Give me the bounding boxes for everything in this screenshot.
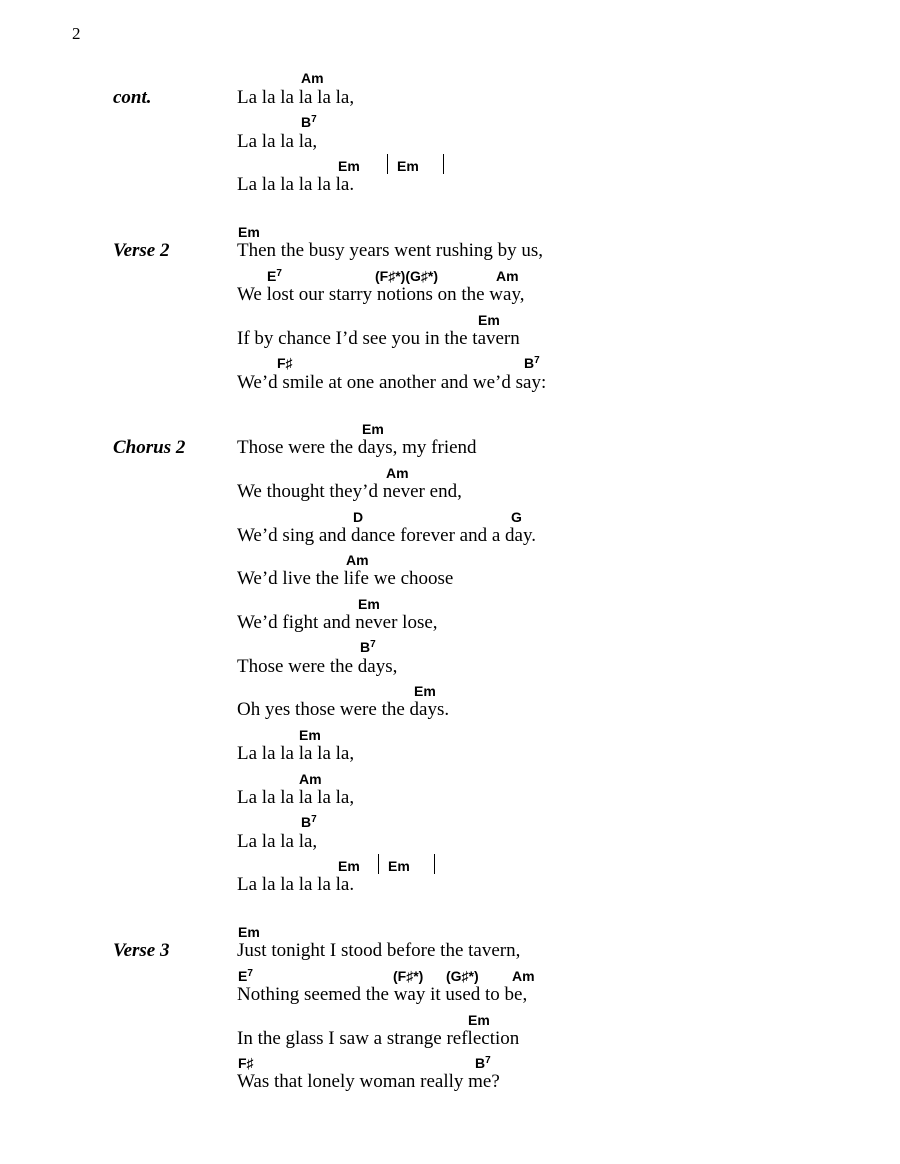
lyric-line: La la la la la la. [237, 874, 355, 895]
chord: $B^7$ [360, 639, 376, 655]
lyric-line: We thought they’d never end, [237, 481, 462, 502]
page-number: 2 [72, 24, 81, 43]
chord: Em [358, 596, 380, 612]
lyric-line: La la la la la la, [237, 787, 355, 808]
measure-bar [434, 854, 435, 874]
chord: Em [468, 1012, 490, 1028]
chord: $B^7$ [524, 355, 540, 371]
lyric-line: Those were the days, my friend [237, 437, 477, 458]
chord: Em [238, 924, 260, 940]
chord: Em [338, 858, 360, 874]
chord: Am [496, 268, 519, 284]
chord: Em [478, 312, 500, 328]
chord: Am [512, 968, 535, 984]
measure-bar [387, 154, 388, 174]
chord: Em [362, 421, 384, 437]
lyric-line: Just tonight I stood before the tavern, [237, 940, 521, 961]
lyric-line: Then the busy years went rushing by us, [237, 240, 544, 261]
chord: Am [301, 70, 324, 86]
chord: F♯ [277, 355, 293, 371]
lyric-line: Was that lonely woman really me? [237, 1071, 500, 1092]
lyric-line: We’d live the life we choose [237, 568, 454, 589]
chord: Em [238, 224, 260, 240]
lyric-line: Nothing seemed the way it used to be, [237, 984, 528, 1005]
lyric-line: Oh yes those were the days. [237, 699, 450, 720]
chord: G [511, 509, 522, 525]
chord: Em [388, 858, 410, 874]
chord: $B^7$ [475, 1055, 491, 1071]
chord: (F♯*)(G♯*) [375, 268, 438, 284]
section-label-cont: cont. [113, 87, 152, 108]
chord: F♯ [238, 1055, 254, 1071]
lyric-line: La la la la, [237, 831, 318, 852]
section-label-verse-2: Verse 2 [113, 240, 170, 261]
chord: Em [414, 683, 436, 699]
chord: (F♯*) [393, 968, 424, 984]
lyric-line: If by chance I’d see you in the tavern [237, 328, 520, 349]
lyric-line: In the glass I saw a strange reflection [237, 1028, 520, 1049]
lyric-line: We’d smile at one another and we’d say: [237, 372, 547, 393]
chord: $B^7$ [301, 114, 317, 130]
chord: Am [299, 771, 322, 787]
chord: Em [397, 158, 419, 174]
chord: (G♯*) [446, 968, 479, 984]
lyric-line: Those were the days, [237, 656, 398, 677]
section-label-verse-3: Verse 3 [113, 940, 170, 961]
lyric-line: We’d sing and dance forever and a day. [237, 525, 536, 546]
lyric-line: La la la la, [237, 131, 318, 152]
lyric-line: We’d fight and never lose, [237, 612, 438, 633]
chord: Am [346, 552, 369, 568]
measure-bar [378, 854, 379, 874]
lyric-line: La la la la la la, [237, 743, 355, 764]
chord: $B^7$ [301, 814, 317, 830]
chord: Am [386, 465, 409, 481]
chord: Em [299, 727, 321, 743]
measure-bar [443, 154, 444, 174]
lyric-line: La la la la la la, [237, 87, 355, 108]
chord: Em [338, 158, 360, 174]
chord: D [353, 509, 364, 525]
lyric-line: La la la la la la. [237, 174, 355, 195]
chord: $E^7$ [238, 968, 253, 984]
lyric-line: We lost our starry notions on the way, [237, 284, 525, 305]
section-label-chorus-2: Chorus 2 [113, 437, 186, 458]
chord: $E^7$ [267, 268, 282, 284]
